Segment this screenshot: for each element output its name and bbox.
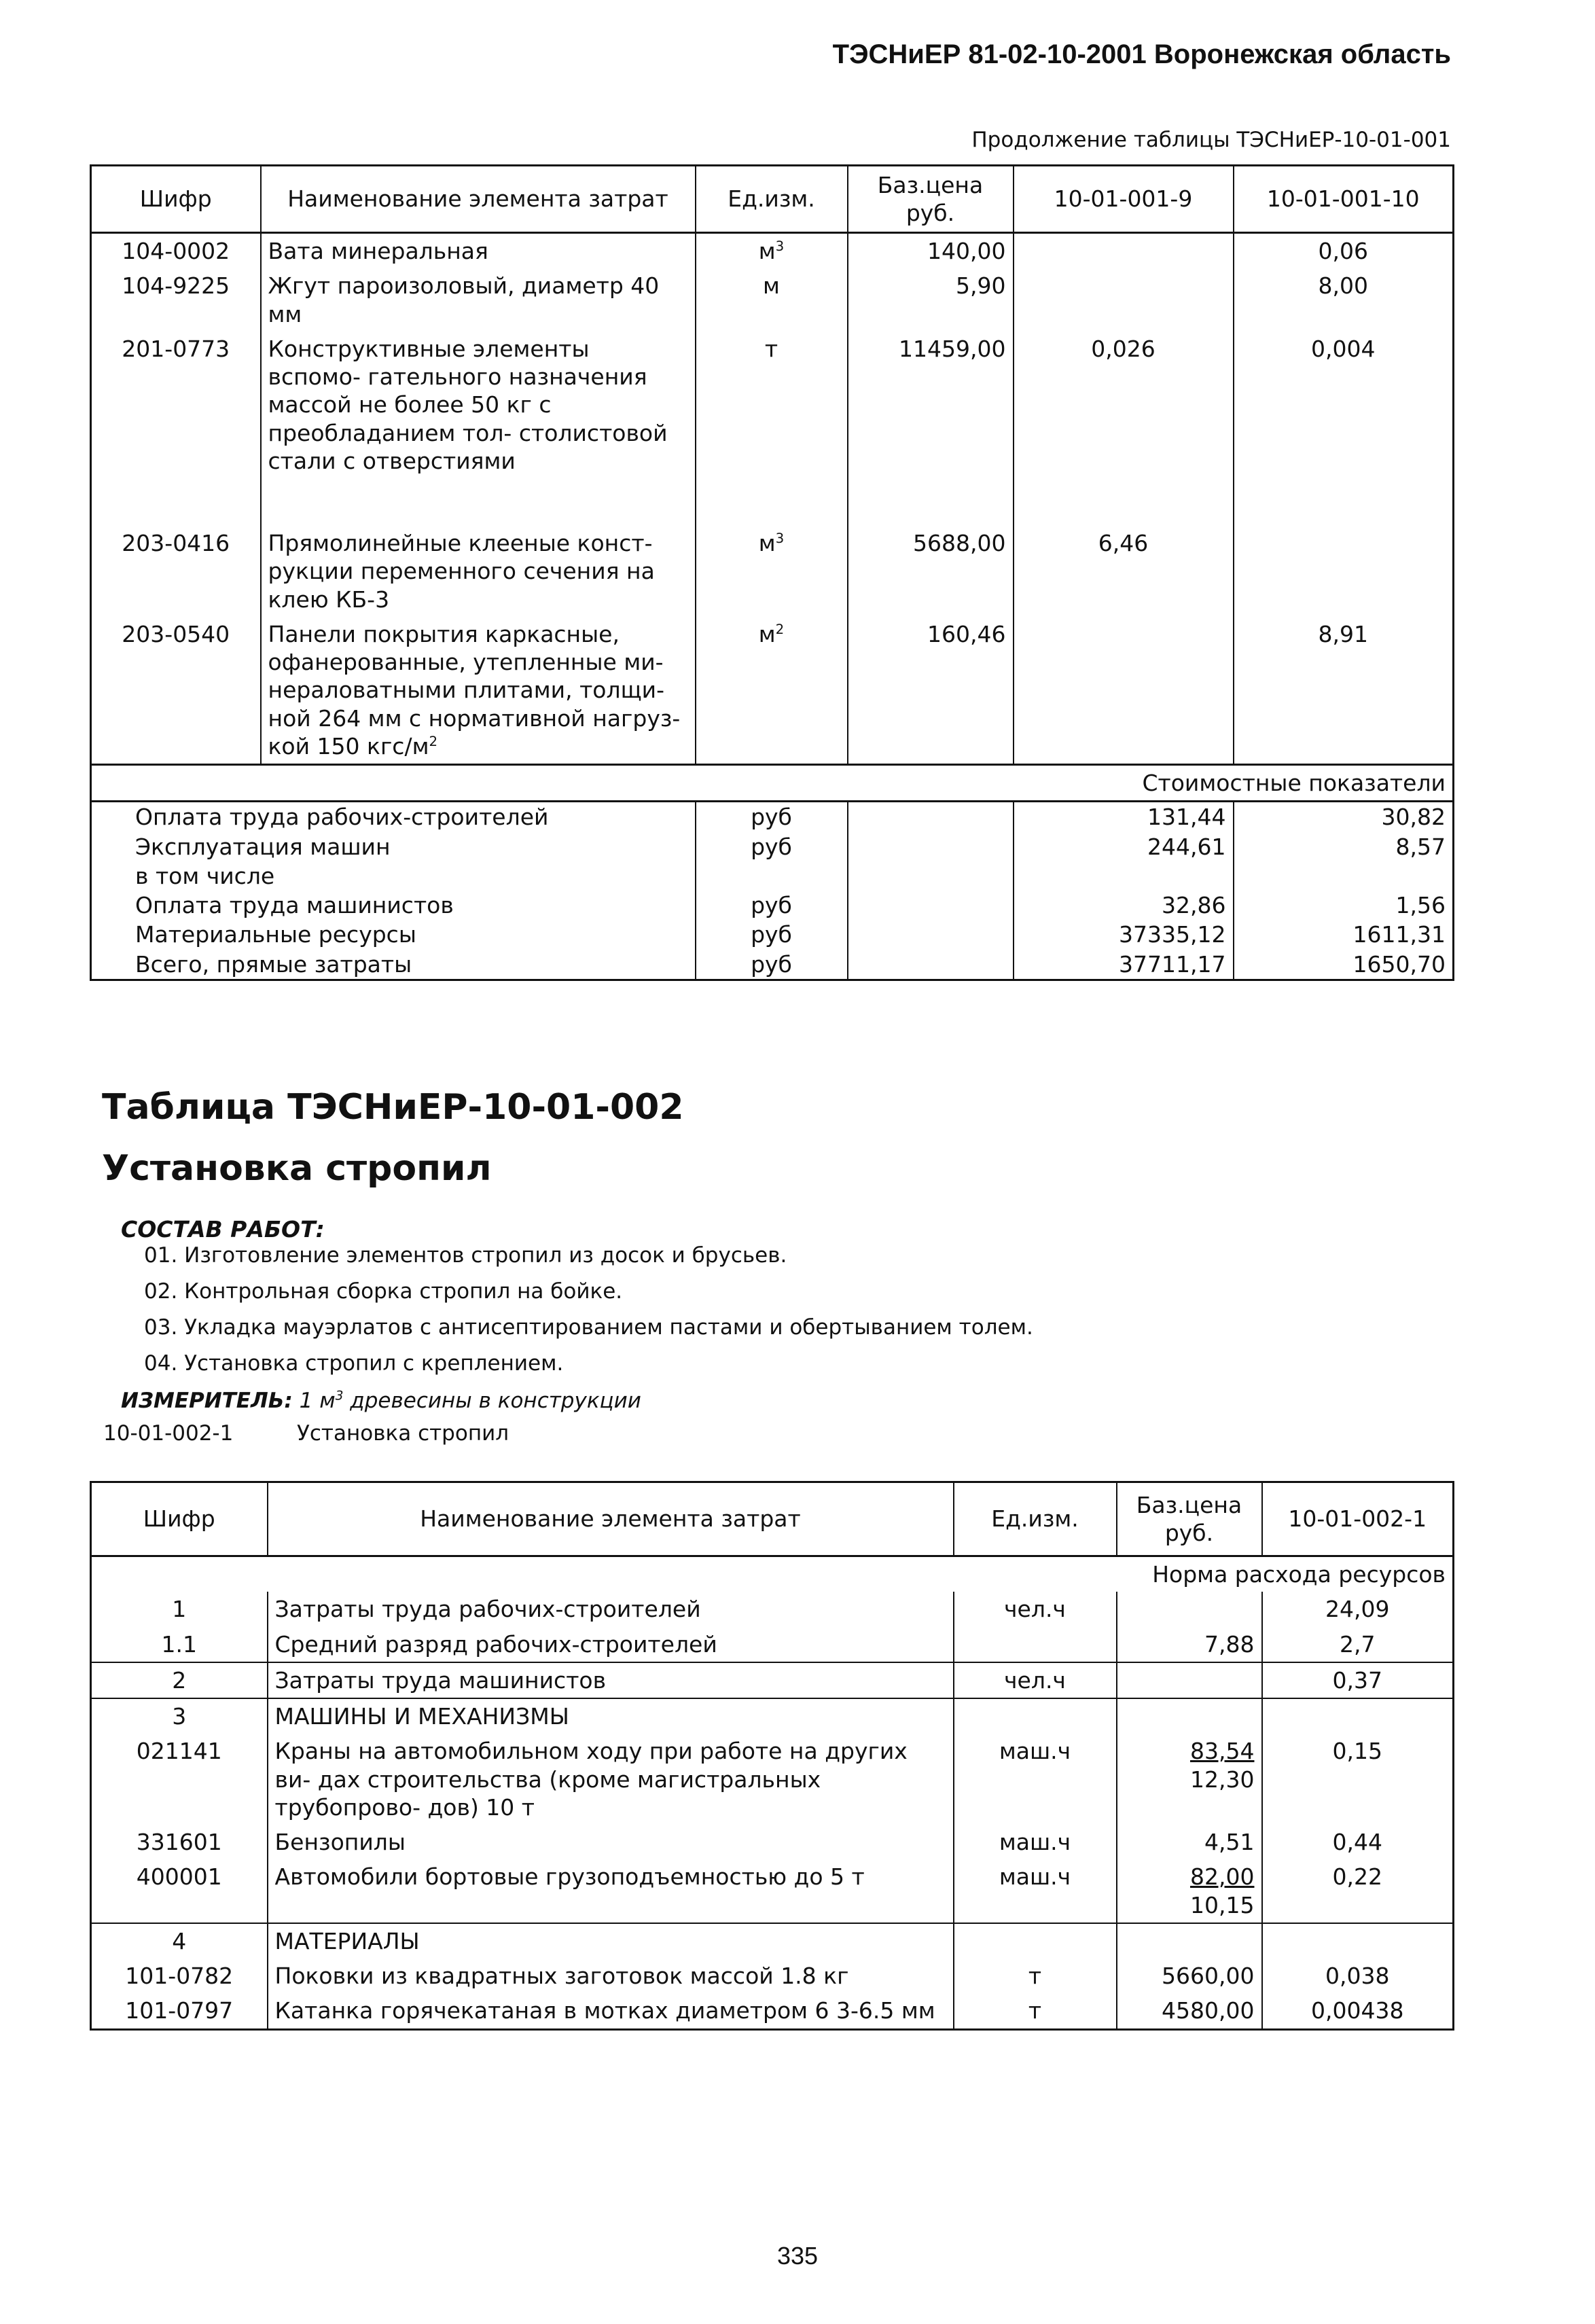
table-subtitle: Установка стропил xyxy=(102,1148,492,1189)
measurement-unit: ИЗМЕРИТЕЛЬ: 1 $м^3$ древесины в конструкции xyxy=(121,1389,641,1413)
summary-rate-10: 30,82 xyxy=(1234,802,1454,832)
row-rate xyxy=(1262,1923,1454,1959)
summary-unit xyxy=(696,861,848,891)
table-row xyxy=(91,617,1454,765)
summary-label: Всего, прямые затраты xyxy=(91,950,696,980)
summary-unit: руб xyxy=(696,891,848,920)
row-price: 5660,00 xyxy=(1117,1959,1262,1993)
summary-empty xyxy=(848,891,1014,920)
row-code: 1 xyxy=(91,1592,268,1626)
section-title: Норма расхода ресурсов xyxy=(91,1556,1454,1592)
row-rate-9 xyxy=(1014,268,1234,332)
summary-empty xyxy=(848,802,1014,832)
table-continuation-caption: Продолжение таблицы ТЭСНиЕР-10-01-001 xyxy=(971,128,1451,152)
row-rate: 0,038 xyxy=(1262,1959,1454,1993)
summary-rate-9: 244,61 xyxy=(1014,832,1234,861)
summary-empty xyxy=(848,832,1014,861)
section-row-resource-norms xyxy=(91,1556,1454,1592)
row-name: Конструктивные элементы вспомо- гательного назначения массой не более 50 кг с преобладанием тол- столистовой стали с отверстиями xyxy=(261,332,696,478)
row-name: Бензопилы xyxy=(268,1825,954,1859)
table-row xyxy=(91,1734,1454,1825)
summary-rate-9: 37711,17 xyxy=(1014,950,1234,980)
row-rate: 0,44 xyxy=(1262,1825,1454,1859)
row-code: 104-9225 xyxy=(91,268,261,332)
table-row xyxy=(91,1627,1454,1662)
col-header-code: Шифр xyxy=(91,166,261,233)
col-header-name: Наименование элемента затрат xyxy=(261,166,696,233)
table-title: Таблица ТЭСНиЕР-10-01-002 xyxy=(102,1087,684,1128)
row-price xyxy=(1117,1734,1262,1825)
table-row xyxy=(91,1825,1454,1859)
row-code: 3 xyxy=(91,1698,268,1734)
table-row xyxy=(91,1959,1454,1993)
row-price xyxy=(1117,1923,1262,1959)
row-code: 203-0540 xyxy=(91,617,261,765)
col-header-rate-10: 10-01-001-10 xyxy=(1234,166,1454,233)
row-rate-9 xyxy=(1014,617,1234,765)
price-total: 82,00 xyxy=(1190,1863,1255,1891)
table-row xyxy=(91,1592,1454,1626)
summary-rate-9: 131,44 xyxy=(1014,802,1234,832)
page-number: 335 xyxy=(776,2242,819,2270)
list-item: 01. Изготовление элементов стропил из досок и брусьев. xyxy=(144,1243,787,1268)
row-unit xyxy=(954,1923,1117,1959)
resource-table-10-01-002 xyxy=(90,1481,1454,2031)
summary-label: Оплата труда рабочих-строителей xyxy=(91,802,696,832)
summary-rate-10: 1650,70 xyxy=(1234,950,1454,980)
summary-rate-9: 32,86 xyxy=(1014,891,1234,920)
row-rate xyxy=(1262,1698,1454,1734)
row-rate-10: 0,004 xyxy=(1234,332,1454,478)
table-row xyxy=(91,1662,1454,1698)
row-unit: чел.ч xyxy=(954,1662,1117,1698)
norm-code-line xyxy=(103,1421,509,1446)
summary-rate-10: 8,57 xyxy=(1234,832,1454,861)
summary-rate-9 xyxy=(1014,861,1234,891)
row-name: Прямолинейные клееные конст- рукции переменного сечения на клею КБ-3 xyxy=(261,526,696,617)
col-header-unit: Ед.изм. xyxy=(696,166,848,233)
row-rate-9: 6,46 xyxy=(1014,526,1234,617)
row-price xyxy=(1117,1698,1262,1734)
summary-row xyxy=(91,920,1454,949)
row-rate-10: 8,91 xyxy=(1234,617,1454,765)
col-header-price: Баз.цена руб. xyxy=(848,166,1014,233)
row-code: 201-0773 xyxy=(91,332,261,478)
row-name: Поковки из квадратных заготовок массой 1.8 кг xyxy=(268,1959,954,1993)
resource-table-10-01-001 xyxy=(90,164,1454,981)
list-item: 03. Укладка мауэрлатов с антисептированием пастами и обертыванием толем. xyxy=(144,1315,1033,1340)
table-header-row xyxy=(91,166,1454,233)
row-price xyxy=(1117,1592,1262,1626)
row-code: 2 xyxy=(91,1662,268,1698)
row-unit xyxy=(954,1698,1117,1734)
row-rate: 24,09 xyxy=(1262,1592,1454,1626)
summary-label: Оплата труда машинистов xyxy=(91,891,696,920)
row-code: 021141 xyxy=(91,1734,268,1825)
row-rate-10: 0,06 xyxy=(1234,233,1454,269)
row-rate: 0,15 xyxy=(1262,1734,1454,1825)
row-name: МАТЕРИАЛЫ xyxy=(268,1923,954,1959)
row-rate-10 xyxy=(1234,526,1454,617)
row-unit: маш.ч xyxy=(954,1859,1117,1923)
summary-rate-9: 37335,12 xyxy=(1014,920,1234,949)
table-row xyxy=(91,1859,1454,1923)
row-unit: $м^3$ xyxy=(696,526,848,617)
list-item: 02. Контрольная сборка стропил на бойке. xyxy=(144,1279,623,1304)
col-header-price: Баз.цена руб. xyxy=(1117,1482,1262,1556)
table-row xyxy=(91,1923,1454,1959)
row-rate: 0,22 xyxy=(1262,1859,1454,1923)
row-code: 400001 xyxy=(91,1859,268,1923)
table-header-row xyxy=(91,1482,1454,1556)
row-name: Автомобили бортовые грузоподъемностью до 5 т xyxy=(268,1859,954,1923)
row-unit: м xyxy=(696,268,848,332)
summary-rate-10: 1611,31 xyxy=(1234,920,1454,949)
spacer-row xyxy=(91,478,1454,526)
table-row xyxy=(91,332,1454,478)
summary-empty xyxy=(848,950,1014,980)
summary-row xyxy=(91,802,1454,832)
summary-label: Эксплуатация машин xyxy=(91,832,696,861)
row-unit: $м^3$ xyxy=(696,233,848,269)
row-name: МАШИНЫ И МЕХАНИЗМЫ xyxy=(268,1698,954,1734)
row-name: Панели покрытия каркасные, офанерованные, утепленные ми- нераловатными плитами, толщи- ной 264 мм с нормативной нагруз- кой 150 кгс/$м^2$ xyxy=(261,617,696,765)
row-price: 11459,00 xyxy=(848,332,1014,478)
summary-label: в том числе xyxy=(91,861,696,891)
row-rate: 0,00438 xyxy=(1262,1993,1454,2029)
norm-code-name: Установка стропил xyxy=(297,1421,509,1446)
row-price: 5688,00 xyxy=(848,526,1014,617)
row-price: 160,46 xyxy=(848,617,1014,765)
row-unit: маш.ч xyxy=(954,1825,1117,1859)
row-code: 4 xyxy=(91,1923,268,1959)
row-code: 101-0797 xyxy=(91,1993,268,2029)
price-operator-wage: 10,15 xyxy=(1190,1891,1255,1918)
row-name: Средний разряд рабочих-строителей xyxy=(268,1627,954,1662)
col-header-unit: Ед.изм. xyxy=(954,1482,1117,1556)
summary-unit: руб xyxy=(696,920,848,949)
row-price: 7,88 xyxy=(1117,1627,1262,1662)
summary-unit: руб xyxy=(696,802,848,832)
row-unit: маш.ч xyxy=(954,1734,1117,1825)
page-header: ТЭСНиЕР 81-02-10-2001 Воронежская область xyxy=(832,39,1451,69)
row-rate-10: 8,00 xyxy=(1234,268,1454,332)
row-name: Затраты труда рабочих-строителей xyxy=(268,1592,954,1626)
works-list xyxy=(144,1243,1033,1387)
row-code: 104-0002 xyxy=(91,233,261,269)
works-composition-title: СОСТАВ РАБОТ: xyxy=(121,1216,325,1243)
row-rate: 2,7 xyxy=(1262,1627,1454,1662)
row-price xyxy=(1117,1662,1262,1698)
table-row xyxy=(91,1698,1454,1734)
row-price: 4580,00 xyxy=(1117,1993,1262,2029)
row-name: Катанка горячекатаная в мотках диаметром 6 3-6.5 мм xyxy=(268,1993,954,2029)
summary-rate-10 xyxy=(1234,861,1454,891)
norm-code: 10-01-002-1 xyxy=(103,1421,234,1446)
summary-row xyxy=(91,832,1454,861)
row-name: Жгут пароизоловый, диаметр 40 мм xyxy=(261,268,696,332)
row-price: 5,90 xyxy=(848,268,1014,332)
row-code: 331601 xyxy=(91,1825,268,1859)
row-unit: т xyxy=(696,332,848,478)
row-rate-9: 0,026 xyxy=(1014,332,1234,478)
row-unit: чел.ч xyxy=(954,1592,1117,1626)
row-code: 101-0782 xyxy=(91,1959,268,1993)
summary-label: Материальные ресурсы xyxy=(91,920,696,949)
price-operator-wage: 12,30 xyxy=(1190,1766,1255,1793)
row-unit: т xyxy=(954,1993,1117,2029)
table-row xyxy=(91,268,1454,332)
col-header-rate: 10-01-002-1 xyxy=(1262,1482,1454,1556)
row-price: 4,51 xyxy=(1117,1825,1262,1859)
row-price: 140,00 xyxy=(848,233,1014,269)
table-row xyxy=(91,1993,1454,2029)
summary-unit: руб xyxy=(696,950,848,980)
row-rate: 0,37 xyxy=(1262,1662,1454,1698)
summary-row xyxy=(91,861,1454,891)
row-unit: т xyxy=(954,1959,1117,1993)
summary-rate-10: 1,56 xyxy=(1234,891,1454,920)
row-unit: $м^2$ xyxy=(696,617,848,765)
row-rate-9 xyxy=(1014,233,1234,269)
measurement-label: ИЗМЕРИТЕЛЬ: xyxy=(121,1389,293,1413)
section-row-cost-indicators xyxy=(91,765,1454,802)
row-price xyxy=(1117,1859,1262,1923)
summary-row xyxy=(91,950,1454,980)
table-row xyxy=(91,526,1454,617)
price-total: 83,54 xyxy=(1190,1738,1255,1765)
row-name: Затраты труда машинистов xyxy=(268,1662,954,1698)
summary-empty xyxy=(848,861,1014,891)
summary-row xyxy=(91,891,1454,920)
summary-unit: руб xyxy=(696,832,848,861)
col-header-code: Шифр xyxy=(91,1482,268,1556)
col-header-name: Наименование элемента затрат xyxy=(268,1482,954,1556)
row-code: 203-0416 xyxy=(91,526,261,617)
summary-empty xyxy=(848,920,1014,949)
row-name: Краны на автомобильном ходу при работе на других ви- дах строительства (кроме магистральных трубопрово- дов) 10 т xyxy=(268,1734,954,1825)
list-item: 04. Установка стропил с креплением. xyxy=(144,1351,564,1376)
row-code: 1.1 xyxy=(91,1627,268,1662)
table-row xyxy=(91,233,1454,269)
col-header-rate-9: 10-01-001-9 xyxy=(1014,166,1234,233)
row-unit xyxy=(954,1627,1117,1662)
row-name: Вата минеральная xyxy=(261,233,696,269)
section-title: Стоимостные показатели xyxy=(91,765,1454,802)
